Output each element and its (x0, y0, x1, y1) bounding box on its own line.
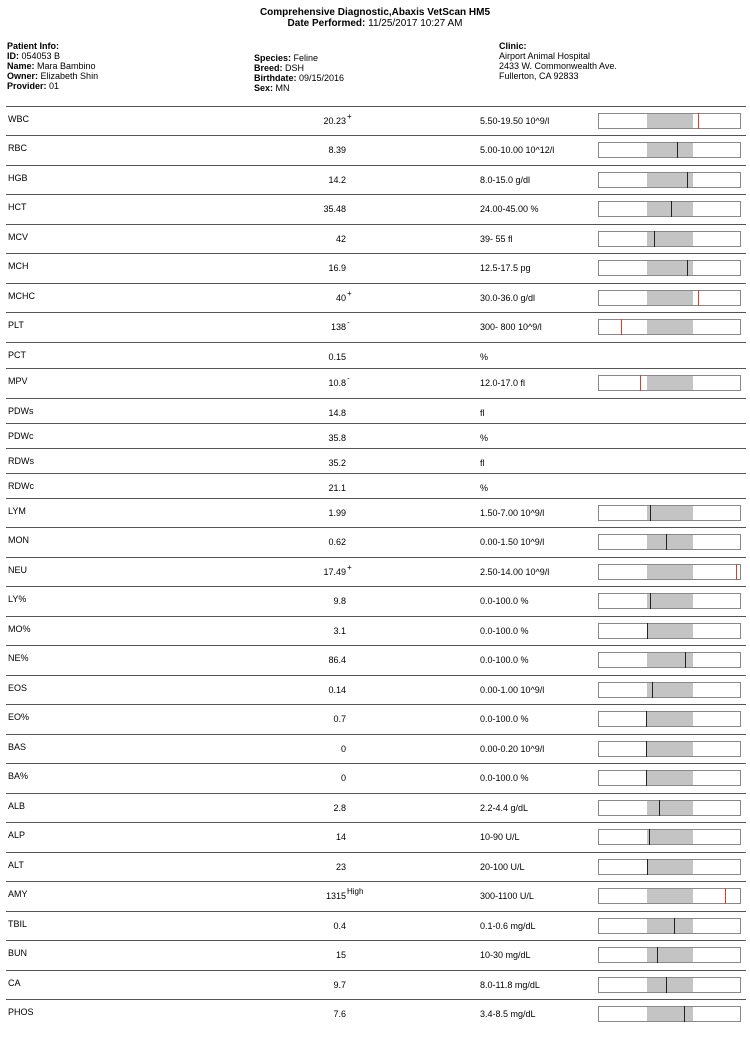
value-marker (685, 652, 686, 668)
test-value: 8.39 (328, 145, 346, 155)
test-reference-range: 3.4-8.5 mg/dL (480, 1009, 536, 1019)
test-flag: + (347, 112, 352, 121)
normal-range-band (647, 801, 694, 815)
range-bar (598, 1006, 741, 1022)
range-bar (598, 859, 741, 875)
value-marker (650, 593, 651, 609)
test-name: MON (8, 535, 29, 545)
test-name: ALT (8, 860, 24, 870)
range-bar (598, 231, 741, 247)
normal-range-band (647, 742, 694, 756)
test-name: MCHC (8, 291, 35, 301)
range-bar (598, 623, 741, 639)
test-reference-range: 12.5-17.5 pg (480, 263, 531, 273)
normal-range-band (647, 565, 694, 579)
range-bar (598, 113, 741, 129)
range-bar (598, 201, 741, 217)
range-bar (598, 918, 741, 934)
clinic-heading: Clinic: (499, 41, 527, 51)
result-row (6, 999, 746, 1030)
normal-range-band (647, 202, 694, 216)
test-name: MO% (8, 624, 31, 634)
value-marker (666, 977, 667, 993)
test-value: 1.99 (328, 508, 346, 518)
result-row (6, 253, 746, 284)
value-marker (646, 711, 647, 727)
value-marker (647, 623, 648, 639)
value-marker (674, 918, 675, 934)
abnormal-value-marker (725, 888, 726, 904)
test-name: LY% (8, 594, 27, 604)
test-value: 10.8 (328, 378, 346, 388)
test-reference-range: 300- 800 10^9/l (480, 322, 542, 332)
test-reference-range: 0.0-100.0 % (480, 655, 529, 665)
test-reference-range: 5.50-19.50 10^9/l (480, 116, 550, 126)
result-row (6, 616, 746, 647)
test-name: CA (8, 978, 21, 988)
test-value: 14.8 (328, 408, 346, 418)
range-bar (598, 142, 741, 158)
test-value: 0 (340, 744, 346, 754)
test-reference-range: 0.00-1.00 10^9/l (480, 685, 545, 695)
test-reference-range: 0.00-0.20 10^9/l (480, 744, 545, 754)
test-name: NEU (8, 565, 28, 575)
abnormal-value-marker (640, 375, 641, 391)
normal-range-band (647, 535, 694, 549)
value-marker (677, 142, 678, 158)
result-row (6, 763, 746, 794)
range-bar (598, 800, 741, 816)
result-row (6, 368, 746, 399)
test-reference-range: 0.1-0.6 mg/dL (480, 921, 536, 931)
normal-range-band (647, 594, 694, 608)
range-bar (598, 172, 741, 188)
range-bar (598, 319, 741, 335)
test-reference-range: 1.50-7.00 10^9/l (480, 508, 545, 518)
test-value: 9.7 (333, 980, 346, 990)
test-name: PLT (8, 320, 24, 330)
animal-species: Species: Feline (254, 53, 319, 63)
normal-range-band (647, 1007, 694, 1021)
range-bar (598, 290, 741, 306)
test-name: EO% (8, 712, 30, 722)
result-row (6, 734, 746, 765)
range-bar (598, 375, 741, 391)
test-name: BAS (8, 742, 27, 752)
test-value: 20.23 (323, 116, 346, 126)
normal-range-band (647, 506, 694, 520)
test-name: MCH (8, 261, 29, 271)
value-marker (687, 172, 688, 188)
result-row (6, 498, 746, 529)
test-name: MPV (8, 376, 28, 386)
patient-name: Name: Mara Bambino (7, 61, 96, 71)
test-value: 9.8 (333, 596, 346, 606)
result-row (6, 675, 746, 706)
normal-range-band (647, 114, 694, 128)
value-marker (654, 231, 655, 247)
range-bar (598, 741, 741, 757)
abnormal-value-marker (736, 564, 737, 580)
test-reference-range: 0.0-100.0 % (480, 626, 529, 636)
range-bar (598, 977, 741, 993)
test-reference-range: 10-30 mg/dL (480, 950, 531, 960)
clinic-address: 2433 W. Commonwealth Ave. (499, 61, 617, 71)
test-reference-range: 2.50-14.00 10^9/l (480, 567, 550, 577)
test-flag: + (347, 563, 352, 572)
test-value: 0.62 (328, 537, 346, 547)
clinic-city: Fullerton, CA 92833 (499, 71, 579, 81)
test-value: 16.9 (328, 263, 346, 273)
test-flag: - (347, 374, 350, 383)
animal-info (254, 53, 344, 93)
result-row (6, 312, 746, 343)
test-value: 0.4 (333, 921, 346, 931)
patient-provider: Provider: 01 (7, 81, 60, 91)
test-value: 14 (335, 832, 346, 842)
value-marker (657, 947, 658, 963)
normal-range-band (647, 143, 694, 157)
normal-range-band (647, 683, 694, 697)
test-name: NE% (8, 653, 29, 663)
value-marker (659, 800, 660, 816)
test-reference-range: 8.0-15.0 g/dl (480, 175, 531, 185)
range-bar (598, 711, 741, 727)
range-bar (598, 888, 741, 904)
value-marker (650, 505, 651, 521)
test-value: 17.49 (323, 567, 346, 577)
test-reference-range: 0.0-100.0 % (480, 714, 529, 724)
test-name: ALB (8, 801, 26, 811)
result-row (6, 940, 746, 971)
patient-id: ID: 054053 B (7, 51, 61, 61)
test-name: RBC (8, 143, 28, 153)
test-reference-range: 300-1100 U/L (480, 891, 534, 901)
result-row (6, 852, 746, 883)
test-name: BA% (8, 771, 29, 781)
normal-range-band (647, 978, 694, 992)
clinic-info (499, 41, 617, 81)
value-marker (646, 770, 647, 786)
test-value: 23 (335, 862, 346, 872)
normal-range-band (647, 291, 694, 305)
test-name: HGB (8, 173, 28, 183)
result-row (6, 645, 746, 676)
test-value: 7.6 (333, 1009, 346, 1019)
value-marker (666, 534, 667, 550)
test-name: EOS (8, 683, 28, 693)
normal-range-band (647, 771, 694, 785)
abnormal-value-marker (698, 113, 699, 129)
test-value: 0.15 (328, 352, 346, 362)
range-bar (598, 593, 741, 609)
test-value: 40 (335, 293, 346, 303)
test-name: PCT (8, 350, 26, 360)
value-marker (647, 859, 648, 875)
patient-owner: Owner: Elizabeth Shin (7, 71, 99, 81)
value-marker (649, 829, 650, 845)
test-name: RDWs (8, 456, 34, 466)
test-value: 2.8 (333, 803, 346, 813)
result-row (6, 557, 746, 588)
test-value: 35.2 (328, 458, 346, 468)
value-marker (687, 260, 688, 276)
test-value: 35.48 (323, 204, 346, 214)
test-reference-range: 2.2-4.4 g/dL (480, 803, 529, 813)
range-bar (598, 682, 741, 698)
range-bar (598, 652, 741, 668)
range-bar (598, 505, 741, 521)
test-reference-range: % (480, 352, 489, 362)
test-value: 0 (340, 773, 346, 783)
normal-range-band (647, 712, 694, 726)
test-name: LYM (8, 506, 26, 516)
patient-info-heading: Patient Info: (7, 41, 59, 51)
normal-range-band (647, 860, 694, 874)
result-row (6, 970, 746, 1001)
test-name: ALP (8, 830, 26, 840)
animal-sex: Sex: MN (254, 83, 290, 93)
test-reference-range: % (480, 433, 489, 443)
normal-range-band (647, 376, 694, 390)
test-flag: High (347, 887, 364, 896)
test-value: 0.7 (333, 714, 346, 724)
clinic-name: Airport Animal Hospital (499, 51, 591, 61)
date-performed-value: 11/25/2017 10:27 AM (368, 18, 463, 29)
test-reference-range: 24.00-45.00 % (480, 204, 539, 214)
test-value: 1315 (325, 891, 346, 901)
result-row (6, 793, 746, 824)
result-row (6, 283, 746, 314)
date-performed (0, 18, 750, 30)
test-value: 21.1 (328, 483, 346, 493)
range-bar (598, 947, 741, 963)
result-row (6, 704, 746, 735)
range-bar (598, 564, 741, 580)
value-marker (684, 1006, 685, 1022)
test-name: MCV (8, 232, 28, 242)
test-reference-range: 5.00-10.00 10^12/l (480, 145, 555, 155)
test-name: PDWs (8, 406, 34, 416)
range-bar (598, 260, 741, 276)
test-value: 138 (330, 322, 346, 332)
result-row (6, 106, 746, 137)
animal-birthdate: Birthdate: 09/15/2016 (254, 73, 345, 83)
test-reference-range: 0.0-100.0 % (480, 596, 529, 606)
test-reference-range: 20-100 U/L (480, 862, 525, 872)
result-row (6, 586, 746, 617)
test-name: PHOS (8, 1007, 34, 1017)
range-bar (598, 770, 741, 786)
animal-breed: Breed: DSH (254, 63, 305, 73)
normal-range-band (647, 889, 694, 903)
test-reference-range: 10-90 U/L (480, 832, 520, 842)
test-value: 3.1 (333, 626, 346, 636)
test-name: WBC (8, 114, 29, 124)
value-marker (652, 682, 653, 698)
date-performed-label: Date Performed: (287, 18, 366, 29)
range-bar (598, 829, 741, 845)
test-flag: + (347, 289, 352, 298)
normal-range-band (647, 830, 694, 844)
test-value: 35.8 (328, 433, 346, 443)
patient-info (7, 41, 98, 91)
normal-range-band (647, 320, 694, 334)
result-row (6, 822, 746, 853)
test-reference-range: 0.00-1.50 10^9/l (480, 537, 545, 547)
test-reference-range: % (480, 483, 489, 493)
value-marker (671, 201, 672, 217)
result-row (6, 881, 746, 912)
normal-range-band (647, 624, 694, 638)
test-value: 42 (335, 234, 346, 244)
test-name: BUN (8, 948, 28, 958)
result-row (6, 135, 746, 166)
result-row (6, 911, 746, 942)
test-name: AMY (8, 889, 28, 899)
test-value: 15 (335, 950, 346, 960)
report-title: Comprehensive Diagnostic,Abaxis VetScan HM5 (259, 7, 491, 18)
result-row (6, 224, 746, 255)
result-row (6, 527, 746, 558)
test-reference-range: 12.0-17.0 fl (480, 378, 526, 388)
test-reference-range: fl (480, 408, 485, 418)
test-name: TBIL (8, 919, 28, 929)
result-row (6, 165, 746, 196)
test-reference-range: 8.0-11.8 mg/dL (480, 980, 540, 990)
test-reference-range: 0.0-100.0 % (480, 773, 529, 783)
normal-range-band (647, 653, 694, 667)
test-reference-range: 30.0-36.0 g/dl (480, 293, 536, 303)
test-flag: - (347, 318, 350, 327)
range-bar (598, 534, 741, 550)
value-marker (646, 741, 647, 757)
test-name: RDWc (8, 481, 34, 491)
result-row (6, 194, 746, 225)
abnormal-value-marker (698, 290, 699, 306)
normal-range-band (647, 919, 694, 933)
test-value: 0.14 (328, 685, 346, 695)
normal-range-band (647, 948, 694, 962)
test-reference-range: 39- 55 fl (480, 234, 513, 244)
test-value: 86.4 (328, 655, 346, 665)
test-value: 14.2 (328, 175, 346, 185)
test-name: PDWc (8, 431, 34, 441)
test-reference-range: fl (480, 458, 485, 468)
abnormal-value-marker (621, 319, 622, 335)
test-name: HCT (8, 202, 27, 212)
